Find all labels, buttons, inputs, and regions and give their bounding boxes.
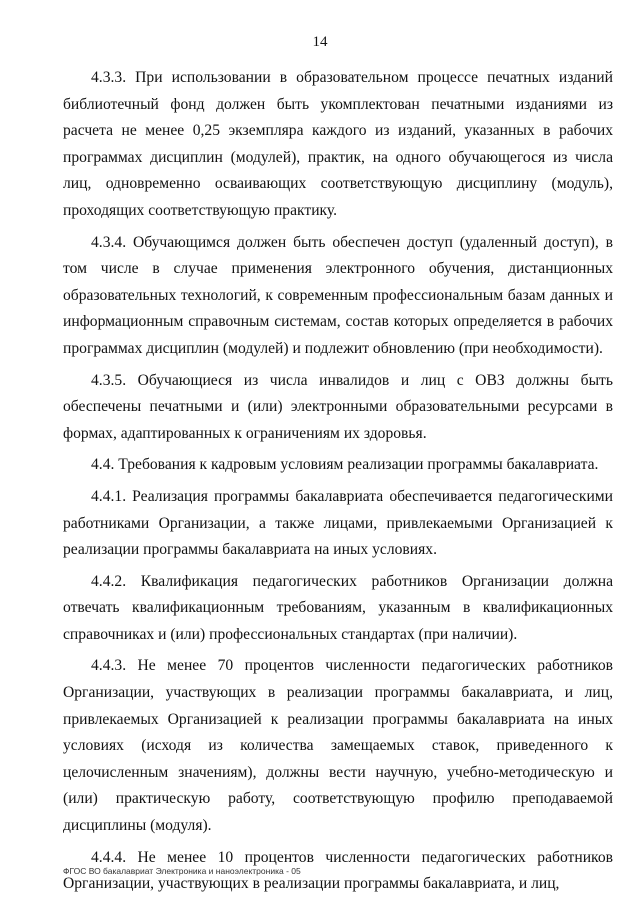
paragraph-4-3-5: 4.3.5. Обучающиеся из числа инвалидов и лиц с ОВЗ должны быть обеспечены печатными и (или) электронными образовательными ресурсами в формах, адаптированных к ограничениям их здоровья. xyxy=(63,371,613,442)
paragraph-4-3-3: 4.3.3. При использовании в образовательном процессе печатных изданий библиотечный фонд должен быть укомплектован печатными изданиями из расчета не менее 0,25 экземпляра каждого из изданий, указанных в рабочих программах дисциплин (модулей), практик, на одного обучающегося из числа лиц, одновременно осваивающих соответствующую дисциплину (модуль), проходящих соответствующую практику. xyxy=(63,69,613,219)
page-footer: ФГОС ВО бакалавриат Электроника и наноэлектроника - 05 xyxy=(63,866,301,876)
paragraph-4-4-4: 4.4.4. Не менее 10 процентов численности педагогических работников Организации, участвующих в реализации программы бакалавриата, и лиц, xyxy=(63,848,613,893)
paragraph-4-4-1: 4.4.1. Реализация программы бакалавриата обеспечивается педагогическими работниками Организации, а также лицами, привлекаемыми Организацией к реализации программы бакалавриата на иных условиях. xyxy=(63,487,613,559)
paragraph-4-4-2: 4.4.2. Квалификация педагогических работников Организации должна отвечать квалификационным требованиям, указанным в квалификационных справочниках и (или) профессиональных стандартах (при наличии). xyxy=(63,572,613,643)
paragraph-4-4-3: 4.4.3. Не менее 70 процентов численности педагогических работников Организации, участвующих в реализации программы бакалавриата, и лиц, привлекаемых Организацией к реализации программы бакалавриата на иных условиях (исходя из количества замещаемых ставок, приведенного к целочисленным значениям), должны вести научную, учебно-методическую и (или) практическую работу, соответствующую профилю преподаваемой дисциплины (модуля). xyxy=(63,657,613,835)
document-body xyxy=(63,65,613,903)
page-number: 14 xyxy=(312,34,328,50)
paragraph-4-4-heading: 4.4. Требования к кадровым условиям реализации программы бакалавриата. xyxy=(91,456,599,474)
paragraph-4-3-4: 4.3.4. Обучающимся должен быть обеспечен доступ (удаленный доступ), в том числе в случае применения электронного обучения, дистанционных образовательных технологий, к современным профессиональным базам данных и информационным справочным системам, состав которых определяется в рабочих программах дисциплин (модулей) и подлежит обновлению (при необходимости). xyxy=(63,233,613,357)
